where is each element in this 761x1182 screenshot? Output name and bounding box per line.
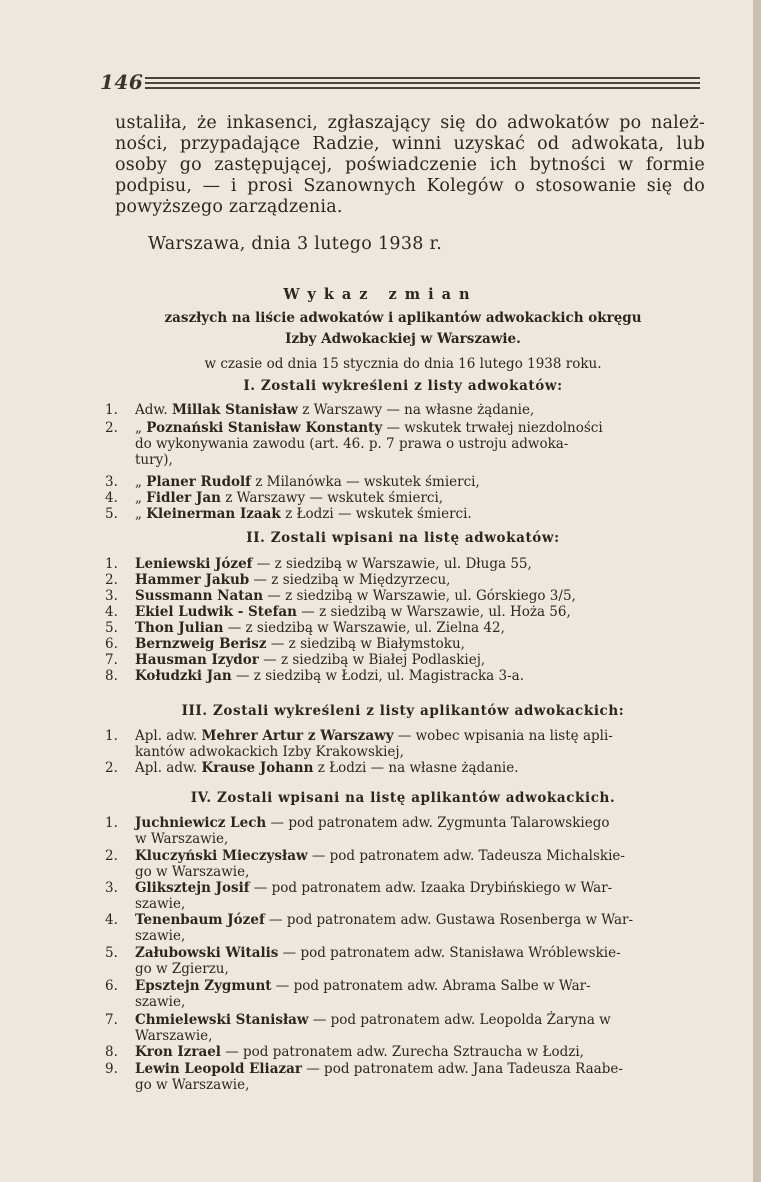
item-detail: z Łodzi — na własne żądanie.: [313, 760, 519, 776]
item-name: Lewin Leopold Eliazar: [135, 1061, 302, 1077]
item-number: 6.: [105, 978, 118, 994]
item-number: 7.: [105, 1012, 118, 1028]
item-detail: — z siedzibą w Białej Podlaskiej,: [258, 652, 486, 668]
item-text: [135, 728, 705, 744]
item-number: 8.: [105, 1044, 118, 1060]
item-detail: z Warszawy — na własne żądanie,: [297, 402, 535, 418]
item-continuation: do wykonywania zawodu (art. 46. p. 7 prawa o ustroju adwoka-: [135, 436, 569, 452]
item-detail: — wobec wpisania na listę apli-: [393, 728, 613, 744]
item-text: [135, 848, 705, 864]
item-text: [135, 1044, 705, 1060]
item-detail: z Łodzi — wskutek śmierci.: [280, 506, 472, 522]
item-name: Ekiel Ludwik - Stefan: [135, 604, 297, 620]
intro-paragraph: [115, 113, 705, 218]
item-name: Thon Julian: [135, 620, 224, 636]
item-text: [135, 1012, 705, 1028]
item-detail: — z siedzibą w Warszawie, ul. Górskiego 3/5,: [263, 588, 576, 604]
item-text: [135, 652, 705, 668]
item-number: 4.: [105, 604, 118, 620]
item-number: 3.: [105, 588, 118, 604]
page-header: [100, 70, 700, 96]
item-prefix: „: [135, 490, 147, 506]
section-title: II. Zostali wpisani na listę adwokatów:: [246, 530, 560, 546]
item-number: 1.: [105, 728, 118, 744]
item-text: [135, 588, 705, 604]
item-name: Tenenbaum Józef: [135, 912, 265, 928]
item-number: 2.: [105, 420, 118, 436]
item-text: [135, 668, 705, 684]
item-name: Hausman Izydor: [135, 652, 259, 668]
item-number: 5.: [105, 945, 118, 961]
item-detail: z Milanówka — wskutek śmierci,: [250, 474, 480, 490]
item-name: Leniewski Józef: [135, 556, 253, 572]
item-number: 7.: [105, 652, 118, 668]
section-title: IV. Zostali wpisani na listę aplikantów adwokackich.: [190, 790, 616, 806]
item-text: [135, 604, 705, 620]
item-name: Krause Johann: [201, 760, 314, 776]
item-number: 1.: [105, 815, 118, 831]
item-text: [135, 620, 705, 636]
item-detail: — z siedzibą w Warszawie, ul. Zielna 42,: [223, 620, 505, 636]
item-prefix: Apl. adw.: [135, 728, 202, 744]
item-detail: — pod patronatem adw. Zygmunta Talarowskiego: [266, 815, 610, 831]
item-prefix: Adw.: [135, 402, 172, 418]
item-number: 2.: [105, 760, 118, 776]
item-name: Kron Izrael: [135, 1044, 221, 1060]
intro-line: ności, przypadające Radzie, winni uzyskać od adwokata, lub: [115, 134, 705, 154]
item-number: 6.: [105, 636, 118, 652]
item-text: [135, 474, 705, 490]
list-title: Wykaz zmian: [283, 286, 478, 303]
item-detail: — z siedzibą w Warszawie, ul. Długa 55,: [252, 556, 532, 572]
item-name: Epsztejn Zygmunt: [135, 978, 272, 994]
item-detail: — z siedzibą w Warszawie, ul. Hoża 56,: [297, 604, 571, 620]
item-number: 9.: [105, 1061, 118, 1077]
item-number: 3.: [105, 474, 118, 490]
item-continuation: kantów adwokackich Izby Krakowskiej,: [135, 744, 404, 760]
item-name: Załubowski Witalis: [135, 945, 279, 961]
item-text: [135, 978, 705, 994]
item-text: [135, 506, 705, 522]
item-text: [135, 815, 705, 831]
item-name: Kleinerman Izaak: [146, 506, 281, 522]
item-continuation: w Warszawie,: [135, 831, 229, 847]
list-period: w czasie od dnia 15 stycznia do dnia 16 lutego 1938 roku.: [204, 356, 602, 372]
item-number: 1.: [105, 402, 118, 418]
item-text: [135, 490, 705, 506]
item-text: [135, 402, 705, 418]
item-detail: — z siedzibą w Białymstoku,: [266, 636, 465, 652]
item-name: Kluczyński Mieczysław: [135, 848, 308, 864]
item-detail: — pod patronatem adw. Jana Tadeusza Raabe-: [301, 1061, 623, 1077]
item-text: [135, 880, 705, 896]
item-text: [135, 760, 705, 776]
item-text: [135, 1061, 705, 1077]
item-name: Hammer Jakub: [135, 572, 250, 588]
item-number: 2.: [105, 848, 118, 864]
item-detail: z Warszawy — wskutek śmierci,: [220, 490, 444, 506]
item-prefix: Apl. adw.: [135, 760, 202, 776]
item-text: [135, 945, 705, 961]
item-name: Planer Rudolf: [146, 474, 251, 490]
item-prefix: „: [135, 474, 147, 490]
item-continuation: go w Warszawie,: [135, 1077, 250, 1093]
item-detail: — pod patronatem adw. Stanisława Wróblewskie-: [278, 945, 621, 961]
item-text: [135, 572, 705, 588]
item-name: Fidler Jan: [146, 490, 221, 506]
item-number: 4.: [105, 490, 118, 506]
item-name: Poznański Stanisław Konstanty: [146, 420, 383, 436]
intro-line: ustaliła, że inkasenci, zgłaszający się do adwokatów po należ-: [115, 113, 705, 133]
intro-line: podpisu, — i prosi Szanownych Kolegów o stosowanie się do: [115, 176, 705, 196]
item-name: Sussmann Natan: [135, 588, 264, 604]
dateline: Warszawa, dnia 3 lutego 1938 r.: [148, 234, 443, 254]
header-rule: [145, 77, 700, 79]
section-title: I. Zostali wykreśleni z listy adwokatów:: [243, 378, 563, 394]
item-detail: — pod patronatem adw. Leopolda Żaryna w: [308, 1012, 611, 1028]
intro-line: osoby go zastępującej, poświadczenie ich bytności w formie: [115, 155, 705, 175]
item-name: Chmielewski Stanisław: [135, 1012, 309, 1028]
item-number: 5.: [105, 620, 118, 636]
item-continuation: go w Zgierzu,: [135, 961, 229, 977]
item-number: 2.: [105, 572, 118, 588]
list-subtitle: zaszłych na liście adwokatów i aplikantów adwokackich okręgu: [164, 310, 642, 326]
item-name: Kołudzki Jan: [135, 668, 232, 684]
item-name: Mehrer Artur z Warszawy: [201, 728, 394, 744]
item-text: [135, 636, 705, 652]
item-number: 1.: [105, 556, 118, 572]
item-detail: — wskutek trwałej niezdolności: [382, 420, 603, 436]
item-name: Millak Stanisław: [171, 402, 298, 418]
item-prefix: „: [135, 420, 147, 436]
item-name: Juchniewicz Lech: [135, 815, 267, 831]
item-text: [135, 912, 705, 928]
item-detail: — pod patronatem adw. Abrama Salbe w War-: [271, 978, 591, 994]
item-text: [135, 420, 705, 436]
intro-line: powyższego zarządzenia.: [115, 197, 343, 217]
header-rule: [145, 82, 700, 84]
item-prefix: „: [135, 506, 147, 522]
item-continuation: szawie,: [135, 994, 186, 1010]
item-number: 5.: [105, 506, 118, 522]
item-continuation: szawie,: [135, 928, 186, 944]
page-number: 146: [100, 70, 144, 94]
item-text: [135, 556, 705, 572]
list-subtitle: Izby Adwokackiej w Warszawie.: [285, 331, 521, 347]
item-detail: — pod patronatem adw. Izaaka Drybińskiego w War-: [249, 880, 613, 896]
item-continuation: go w Warszawie,: [135, 864, 250, 880]
item-name: Glikszteјn Josif: [135, 880, 250, 896]
page-edge: [753, 0, 761, 1182]
item-continuation: Warszawie,: [135, 1028, 213, 1044]
header-rule: [145, 87, 700, 89]
item-name: Bernzweig Berisz: [135, 636, 267, 652]
item-detail: — z siedzibą w Międzyrzecu,: [249, 572, 451, 588]
item-detail: — pod patronatem adw. Tadeusza Michalskie-: [307, 848, 625, 864]
item-detail: — pod patronatem adw. Zurecha Sztraucha w Łodzi,: [220, 1044, 584, 1060]
item-detail: — z siedzibą w Łodzi, ul. Magistracka 3-a.: [231, 668, 524, 684]
section-title: III. Zostali wykreśleni z listy aplikantów adwokackich:: [181, 703, 625, 719]
item-continuation: tury),: [135, 452, 173, 468]
item-number: 8.: [105, 668, 118, 684]
item-number: 3.: [105, 880, 118, 896]
item-detail: — pod patronatem adw. Gustawa Rosenberga w War-: [264, 912, 634, 928]
item-number: 4.: [105, 912, 118, 928]
item-continuation: szawie,: [135, 896, 186, 912]
